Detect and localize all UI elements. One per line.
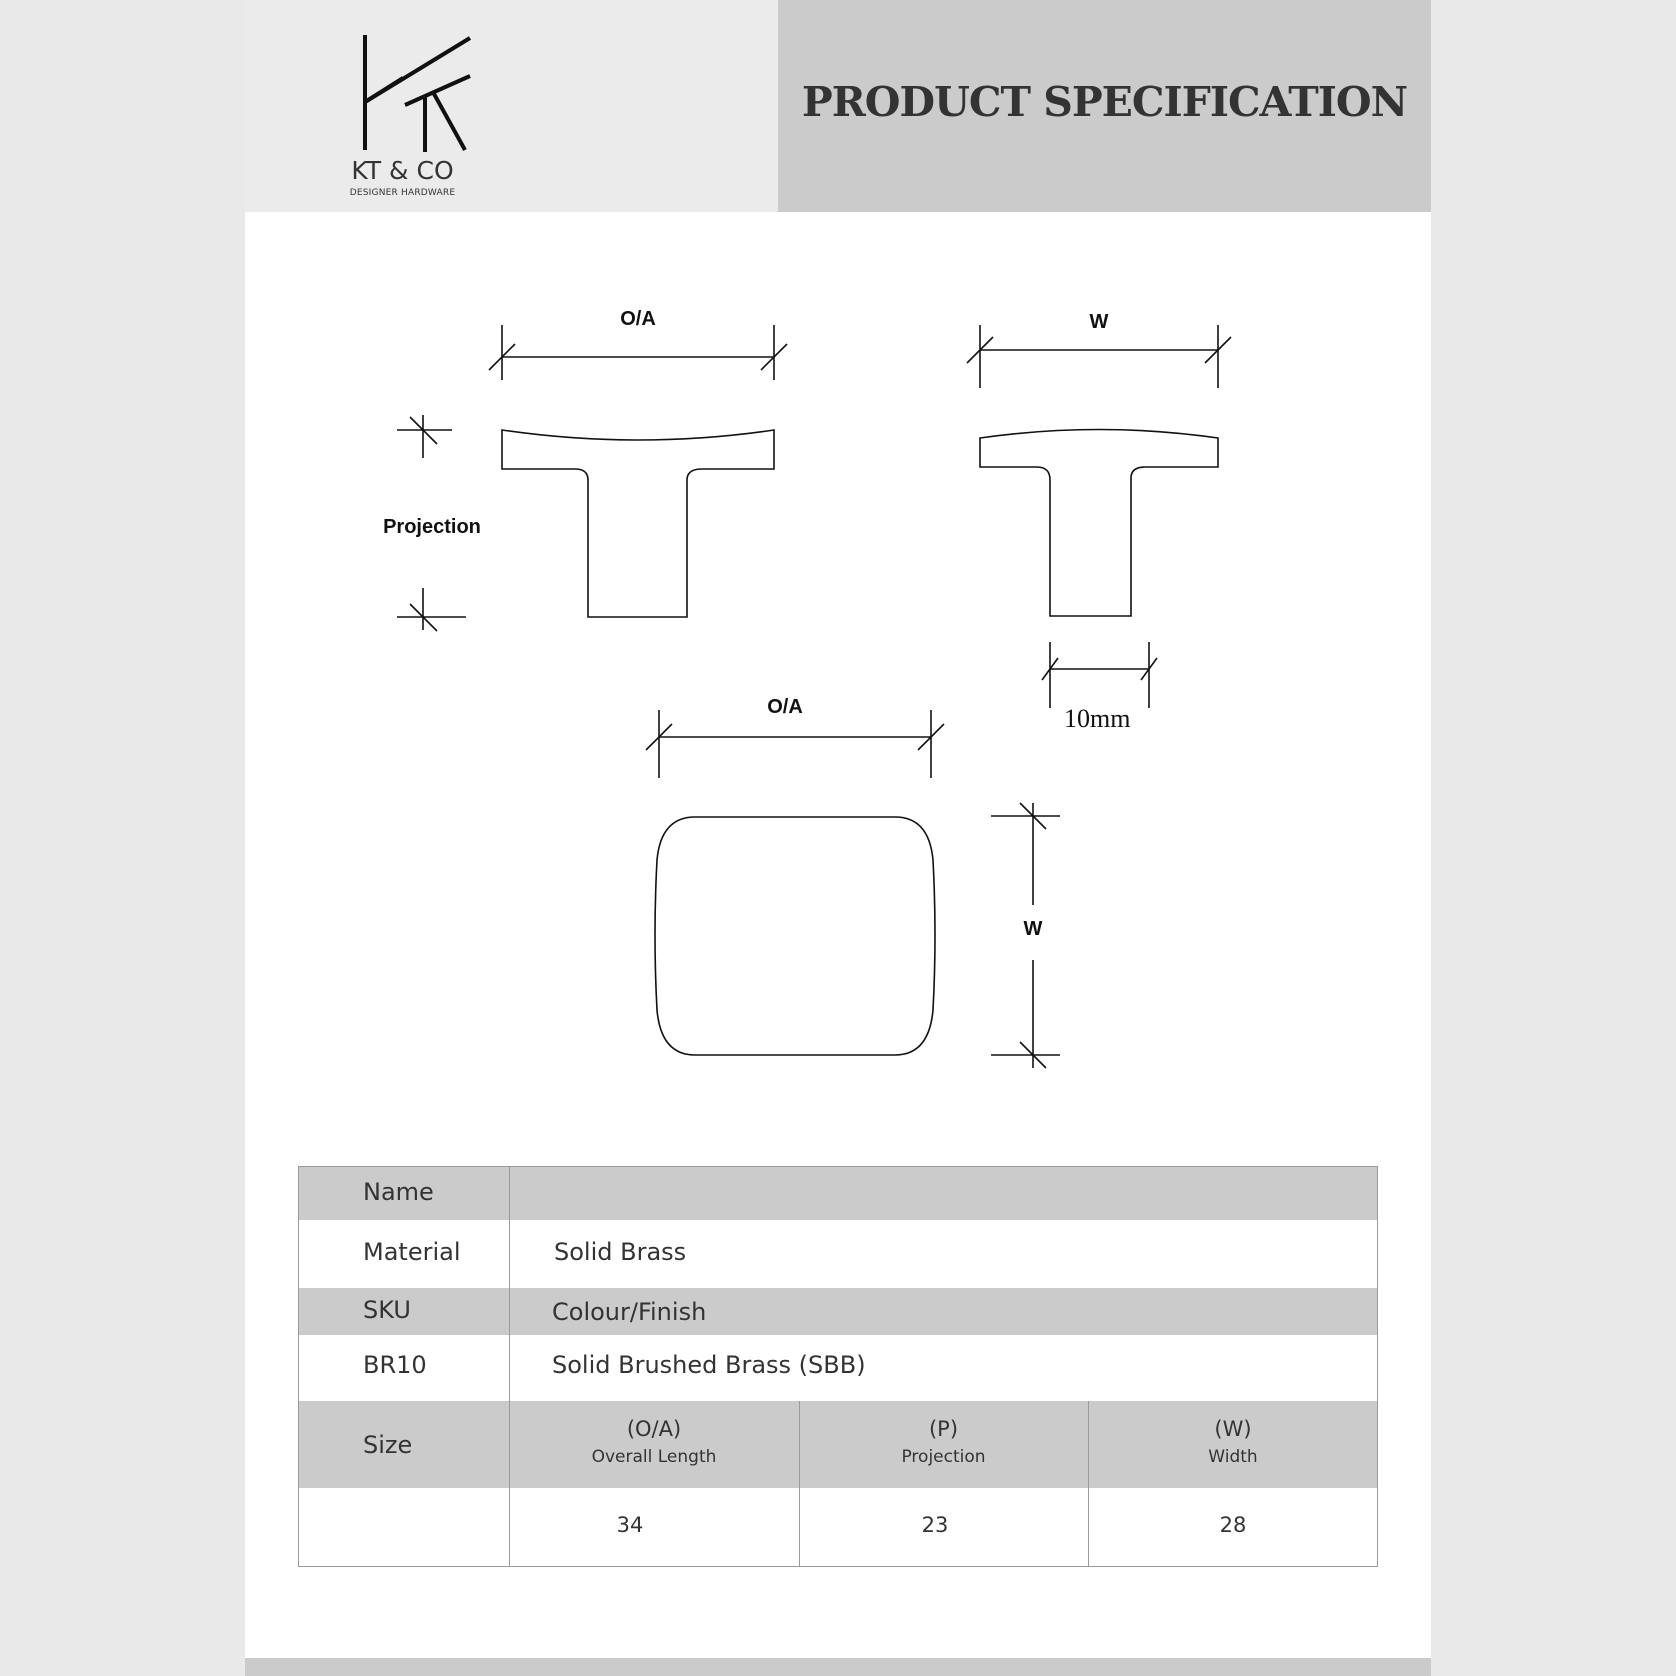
size-col-name: Width (1208, 1447, 1258, 1467)
footer-bar (245, 1658, 1431, 1676)
sku-label: SKU (363, 1296, 411, 1324)
size-col-abbr: (O/A) (626, 1417, 682, 1441)
side-view-oa-dimension (489, 325, 787, 380)
material-value: Solid Brass (554, 1238, 687, 1266)
size-value-overall-length: 34 (616, 1513, 644, 1537)
table-divider (799, 1401, 800, 1566)
table-row-sku-value (299, 1335, 1377, 1401)
sku-value: BR10 (363, 1351, 427, 1379)
side-view-w-label: W (1089, 311, 1109, 333)
side-view-w-dimension (967, 325, 1231, 388)
projection-label: Projection (383, 516, 481, 538)
table-divider (1088, 1401, 1089, 1566)
table-row-sku-header (299, 1288, 1377, 1335)
size-col-name: Overall Length (591, 1447, 717, 1467)
stem-dimension-label: 10mm (1064, 704, 1131, 733)
side-view-oa-label: O/A (620, 308, 656, 330)
table-row-name (299, 1167, 1377, 1220)
top-view-knob-outline (655, 817, 935, 1055)
table-row-size-header (299, 1401, 1377, 1488)
size-col-overall-length (509, 1417, 799, 1467)
size-value-projection: 23 (921, 1513, 949, 1537)
spec-sheet (245, 0, 1431, 1676)
brand-tagline: DESIGNER HARDWARE (349, 188, 456, 198)
top-view-oa-dimension (646, 710, 944, 778)
brand-name: KT & CO (351, 156, 454, 185)
finish-header: Colour/Finish (552, 1298, 707, 1326)
table-divider (509, 1167, 510, 1566)
material-label: Material (363, 1238, 461, 1266)
technical-drawing (245, 0, 1431, 1100)
page-title: PRODUCT SPECIFICATION (801, 78, 1408, 126)
end-view-knob-outline (980, 430, 1218, 617)
side-view-knob-outline (502, 430, 774, 617)
size-col-abbr: (P) (928, 1417, 959, 1441)
top-view-oa-label: O/A (767, 696, 803, 718)
size-col-projection (799, 1417, 1088, 1467)
size-value-width: 28 (1219, 1513, 1247, 1537)
name-label: Name (363, 1178, 434, 1206)
stem-dimension (1042, 642, 1157, 708)
size-label: Size (363, 1431, 413, 1459)
table-row-material (299, 1220, 1377, 1288)
specification-table (298, 1166, 1378, 1567)
size-col-width (1088, 1417, 1378, 1467)
size-col-abbr: (W) (1214, 1417, 1252, 1441)
top-view-w-label: W (1023, 918, 1043, 940)
finish-value: Solid Brushed Brass (SBB) (552, 1351, 866, 1379)
table-row-size-values (299, 1488, 1377, 1566)
size-col-name: Projection (901, 1447, 986, 1467)
